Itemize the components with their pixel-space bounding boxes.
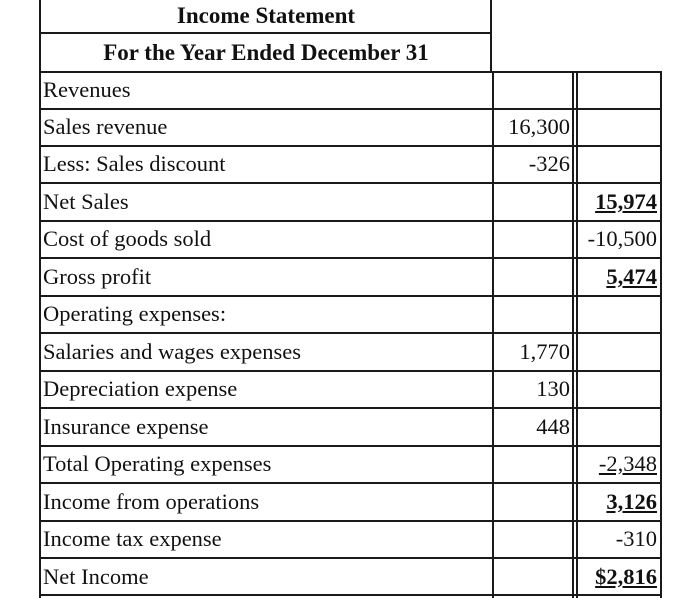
row-income-operations [40,484,660,521]
amount-col2: -310 [615,526,657,551]
row-label: Gross profit [43,264,152,289]
amount-col2: 15,974 [595,189,657,214]
row-label: Total Operating expenses [43,451,272,476]
amount-col1: 1,770 [519,339,570,364]
row-label: Net Income [43,564,149,589]
row-label: Operating expenses: [43,301,227,326]
amount-col1: -326 [528,151,570,176]
row-label: Depreciation expense [43,376,238,401]
row-insurance [40,409,660,446]
row-depreciation [40,371,660,408]
row-sales-revenue [40,109,660,146]
amount-col2: -10,500 [587,226,657,251]
row-label: Insurance expense [43,414,209,439]
row-total-operating [40,446,660,483]
row-cogs [40,221,660,258]
row-sales-discount [40,146,660,183]
amount-col2: 3,126 [606,489,657,514]
row-label: Net Sales [43,189,129,214]
amount-col1: 448 [536,414,570,439]
row-label: Sales revenue [43,114,168,139]
row-net-income [40,559,660,596]
row-label: Cost of goods sold [43,226,212,251]
statement-title: Income Statement [176,3,356,28]
amount-col1: 130 [536,376,570,401]
row-label: Salaries and wages expenses [43,339,302,364]
row-label: Revenues [43,77,131,102]
row-salaries [40,334,660,371]
row-revenues [40,72,660,109]
row-label: Income from operations [43,489,260,514]
header-divider [40,32,492,34]
amount-col2: $2,816 [595,564,657,589]
row-label: Income tax expense [43,526,222,551]
amount-col2: 5,474 [606,264,657,289]
row-income-tax [40,521,660,558]
amount-col1: 16,300 [508,114,570,139]
row-gross-profit [40,259,660,296]
row-operating-expenses [40,296,660,333]
amount-col2: -2,348 [598,451,657,476]
row-label: Less: Sales discount [43,151,226,176]
row-net-sales [40,184,660,221]
statement-period: For the Year Ended December 31 [103,40,429,65]
